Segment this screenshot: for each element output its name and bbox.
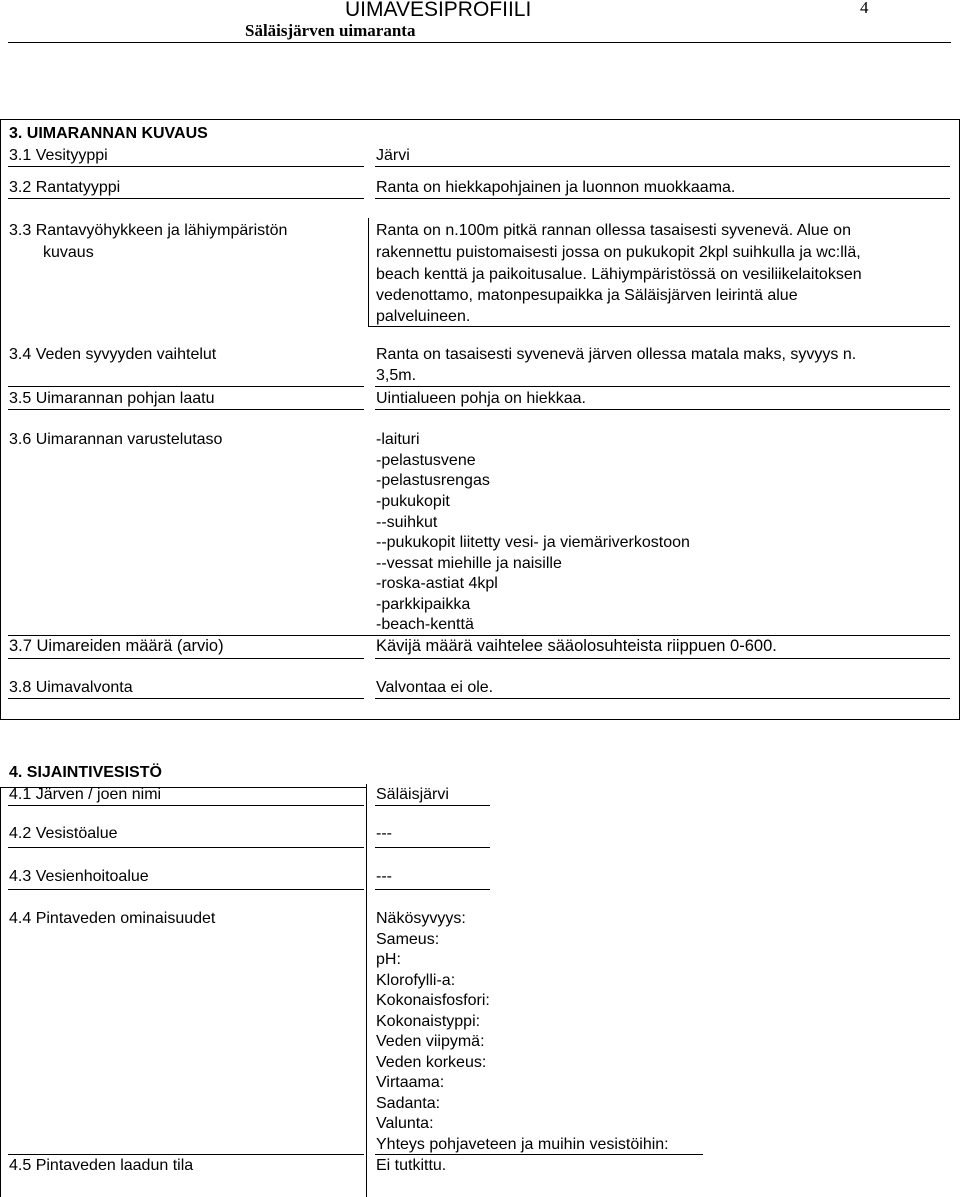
- row-3-2-label: 3.2 Rantatyyppi: [9, 179, 121, 196]
- equipment-item: -laituri: [376, 431, 420, 448]
- row-3-4-label: 3.4 Veden syvyyden vaihtelut: [9, 346, 217, 363]
- row-4-3-value-rule: [375, 889, 490, 890]
- row-3-5-label-rule: [8, 409, 364, 410]
- row-3-3-value-line: beach kenttä ja paikoitusalue. Lähiympäristössä on vesiliikelaitoksen: [376, 266, 862, 283]
- row-4-5-value: Ei tutkittu.: [376, 1157, 447, 1174]
- row-3-8-value: Valvontaa ei ole.: [376, 679, 494, 696]
- equipment-item: -roska-astiat 4kpl: [376, 575, 498, 592]
- section-4-divider: [366, 784, 367, 1197]
- row-3-4-value-line2: 3,5m.: [376, 367, 417, 384]
- row-3-2-value: Ranta on hiekkapohjainen ja luonnon muokkaama.: [376, 179, 736, 196]
- row-3-5-label: 3.5 Uimarannan pohjan laatu: [9, 390, 215, 407]
- water-property-item: Klorofylli-a:: [376, 972, 456, 989]
- row-3-5-value: Uintialueen pohja on hiekkaa.: [376, 390, 586, 407]
- header-rule: [8, 42, 951, 43]
- equipment-item: -beach-kenttä: [376, 616, 474, 633]
- water-property-item: Näkösyvyys:: [376, 910, 466, 927]
- row-3-1-value: Järvi: [376, 147, 410, 164]
- equipment-item: --vessat miehille ja naisille: [376, 555, 562, 572]
- water-property-item: Kokonaisfosfori:: [376, 992, 490, 1009]
- row-4-2-value-rule: [375, 847, 490, 848]
- row-3-4-value-rule: [375, 386, 950, 387]
- water-property-item: Virtaama:: [376, 1074, 445, 1091]
- water-property-item: Sameus:: [376, 931, 440, 948]
- row-3-3-value-line: palveluineen.: [376, 308, 471, 325]
- equipment-item: -pukukopit: [376, 493, 450, 510]
- row-3-7-label-rule: [8, 658, 364, 659]
- water-property-item: pH:: [376, 951, 401, 968]
- row-4-3-label: 4.3 Vesienhoitoalue: [9, 868, 149, 885]
- section-4-frame: [0, 787, 366, 1197]
- row-3-7-label: 3.7 Uimareiden määrä (arvio): [9, 637, 224, 655]
- row-3-3-value-rule: [368, 326, 950, 327]
- row-3-4-value-line1: Ranta on tasaisesti syvenevä järven ollessa matala maks, syvyys n.: [376, 346, 857, 363]
- row-3-3-value-line: vedenottamo, matonpesupaikka ja Säläisjärven leirintä alue: [376, 287, 798, 304]
- document-subtitle: Säläisjärven uimaranta: [245, 21, 416, 40]
- row-4-5-label: 4.5 Pintaveden laadun tila: [9, 1157, 194, 1174]
- row-4-4-label: 4.4 Pintaveden ominaisuudet: [9, 910, 216, 927]
- equipment-item: --pukukopit liitetty vesi- ja viemäriverkostoon: [376, 534, 690, 551]
- equipment-item: -parkkipaikka: [376, 596, 471, 613]
- row-4-1-label: 4.1 Järven / joen nimi: [9, 786, 162, 803]
- water-property-item: Kokonaistyppi:: [376, 1013, 481, 1030]
- row-3-3-value-line: Ranta on n.100m pitkä rannan ollessa tasaisesti syvenevä. Alue on: [376, 222, 851, 239]
- equipment-item: -pelastusvene: [376, 452, 476, 469]
- row-3-5-value-rule: [375, 409, 950, 410]
- document-title: UIMAVESIPROFIILI: [345, 0, 532, 21]
- row-4-1-value: Säläisjärvi: [376, 786, 449, 803]
- row-3-6-label: 3.6 Uimarannan varustelutaso: [9, 431, 223, 448]
- section-3-heading: 3. UIMARANNAN KUVAUS: [9, 125, 208, 142]
- row-4-2-label: 4.2 Vesistöalue: [9, 825, 118, 842]
- row-3-7-value-rule: [375, 658, 950, 659]
- row-3-7-value: Kävijä määrä vaihtelee sääolosuhteista riippuen 0-600.: [376, 637, 777, 655]
- water-property-item: Yhteys pohjaveteen ja muihin vesistöihin:: [376, 1136, 669, 1153]
- row-3-8-value-rule: [375, 698, 950, 699]
- row-3-1-value-rule: [375, 166, 950, 167]
- water-property-item: Veden korkeus:: [376, 1054, 487, 1071]
- row-3-8-label: 3.8 Uimavalvonta: [9, 679, 133, 696]
- water-property-item: Valunta:: [376, 1115, 434, 1132]
- row-4-2-value: ---: [376, 825, 392, 842]
- equipment-item: -pelastusrengas: [376, 472, 490, 489]
- row-4-3-value: ---: [376, 868, 392, 885]
- row-3-3-label-line2: kuvaus: [43, 244, 94, 261]
- row-3-2-label-rule: [8, 198, 364, 199]
- row-3-3-value-border: [368, 218, 369, 327]
- row-3-1-label-rule: [8, 166, 364, 167]
- row-4-1-value-rule: [375, 805, 490, 806]
- row-3-3-label-line1: 3.3 Rantavyöhykkeen ja lähiympäristön: [9, 222, 288, 239]
- row-3-4-label-rule: [8, 386, 364, 387]
- row-4-1-label-rule: [8, 805, 364, 806]
- section-4-heading: 4. SIJAINTIVESISTÖ: [9, 764, 162, 781]
- water-property-item: Veden viipymä:: [376, 1033, 485, 1050]
- row-4-3-label-rule: [8, 889, 364, 890]
- row-3-3-value-line: rakennettu puistomaisesti jossa on pukukopit 2kpl suihkulla ja wc:llä,: [376, 244, 861, 261]
- equipment-item: --suihkut: [376, 514, 438, 531]
- row-3-2-value-rule: [375, 198, 950, 199]
- row-3-1-label: 3.1 Vesityyppi: [9, 147, 108, 164]
- page-number: 4: [860, 0, 869, 17]
- section-3-frame: [0, 119, 960, 720]
- row-3-8-label-rule: [8, 698, 364, 699]
- row-4-2-label-rule: [8, 847, 364, 848]
- water-property-item: Sadanta:: [376, 1095, 441, 1112]
